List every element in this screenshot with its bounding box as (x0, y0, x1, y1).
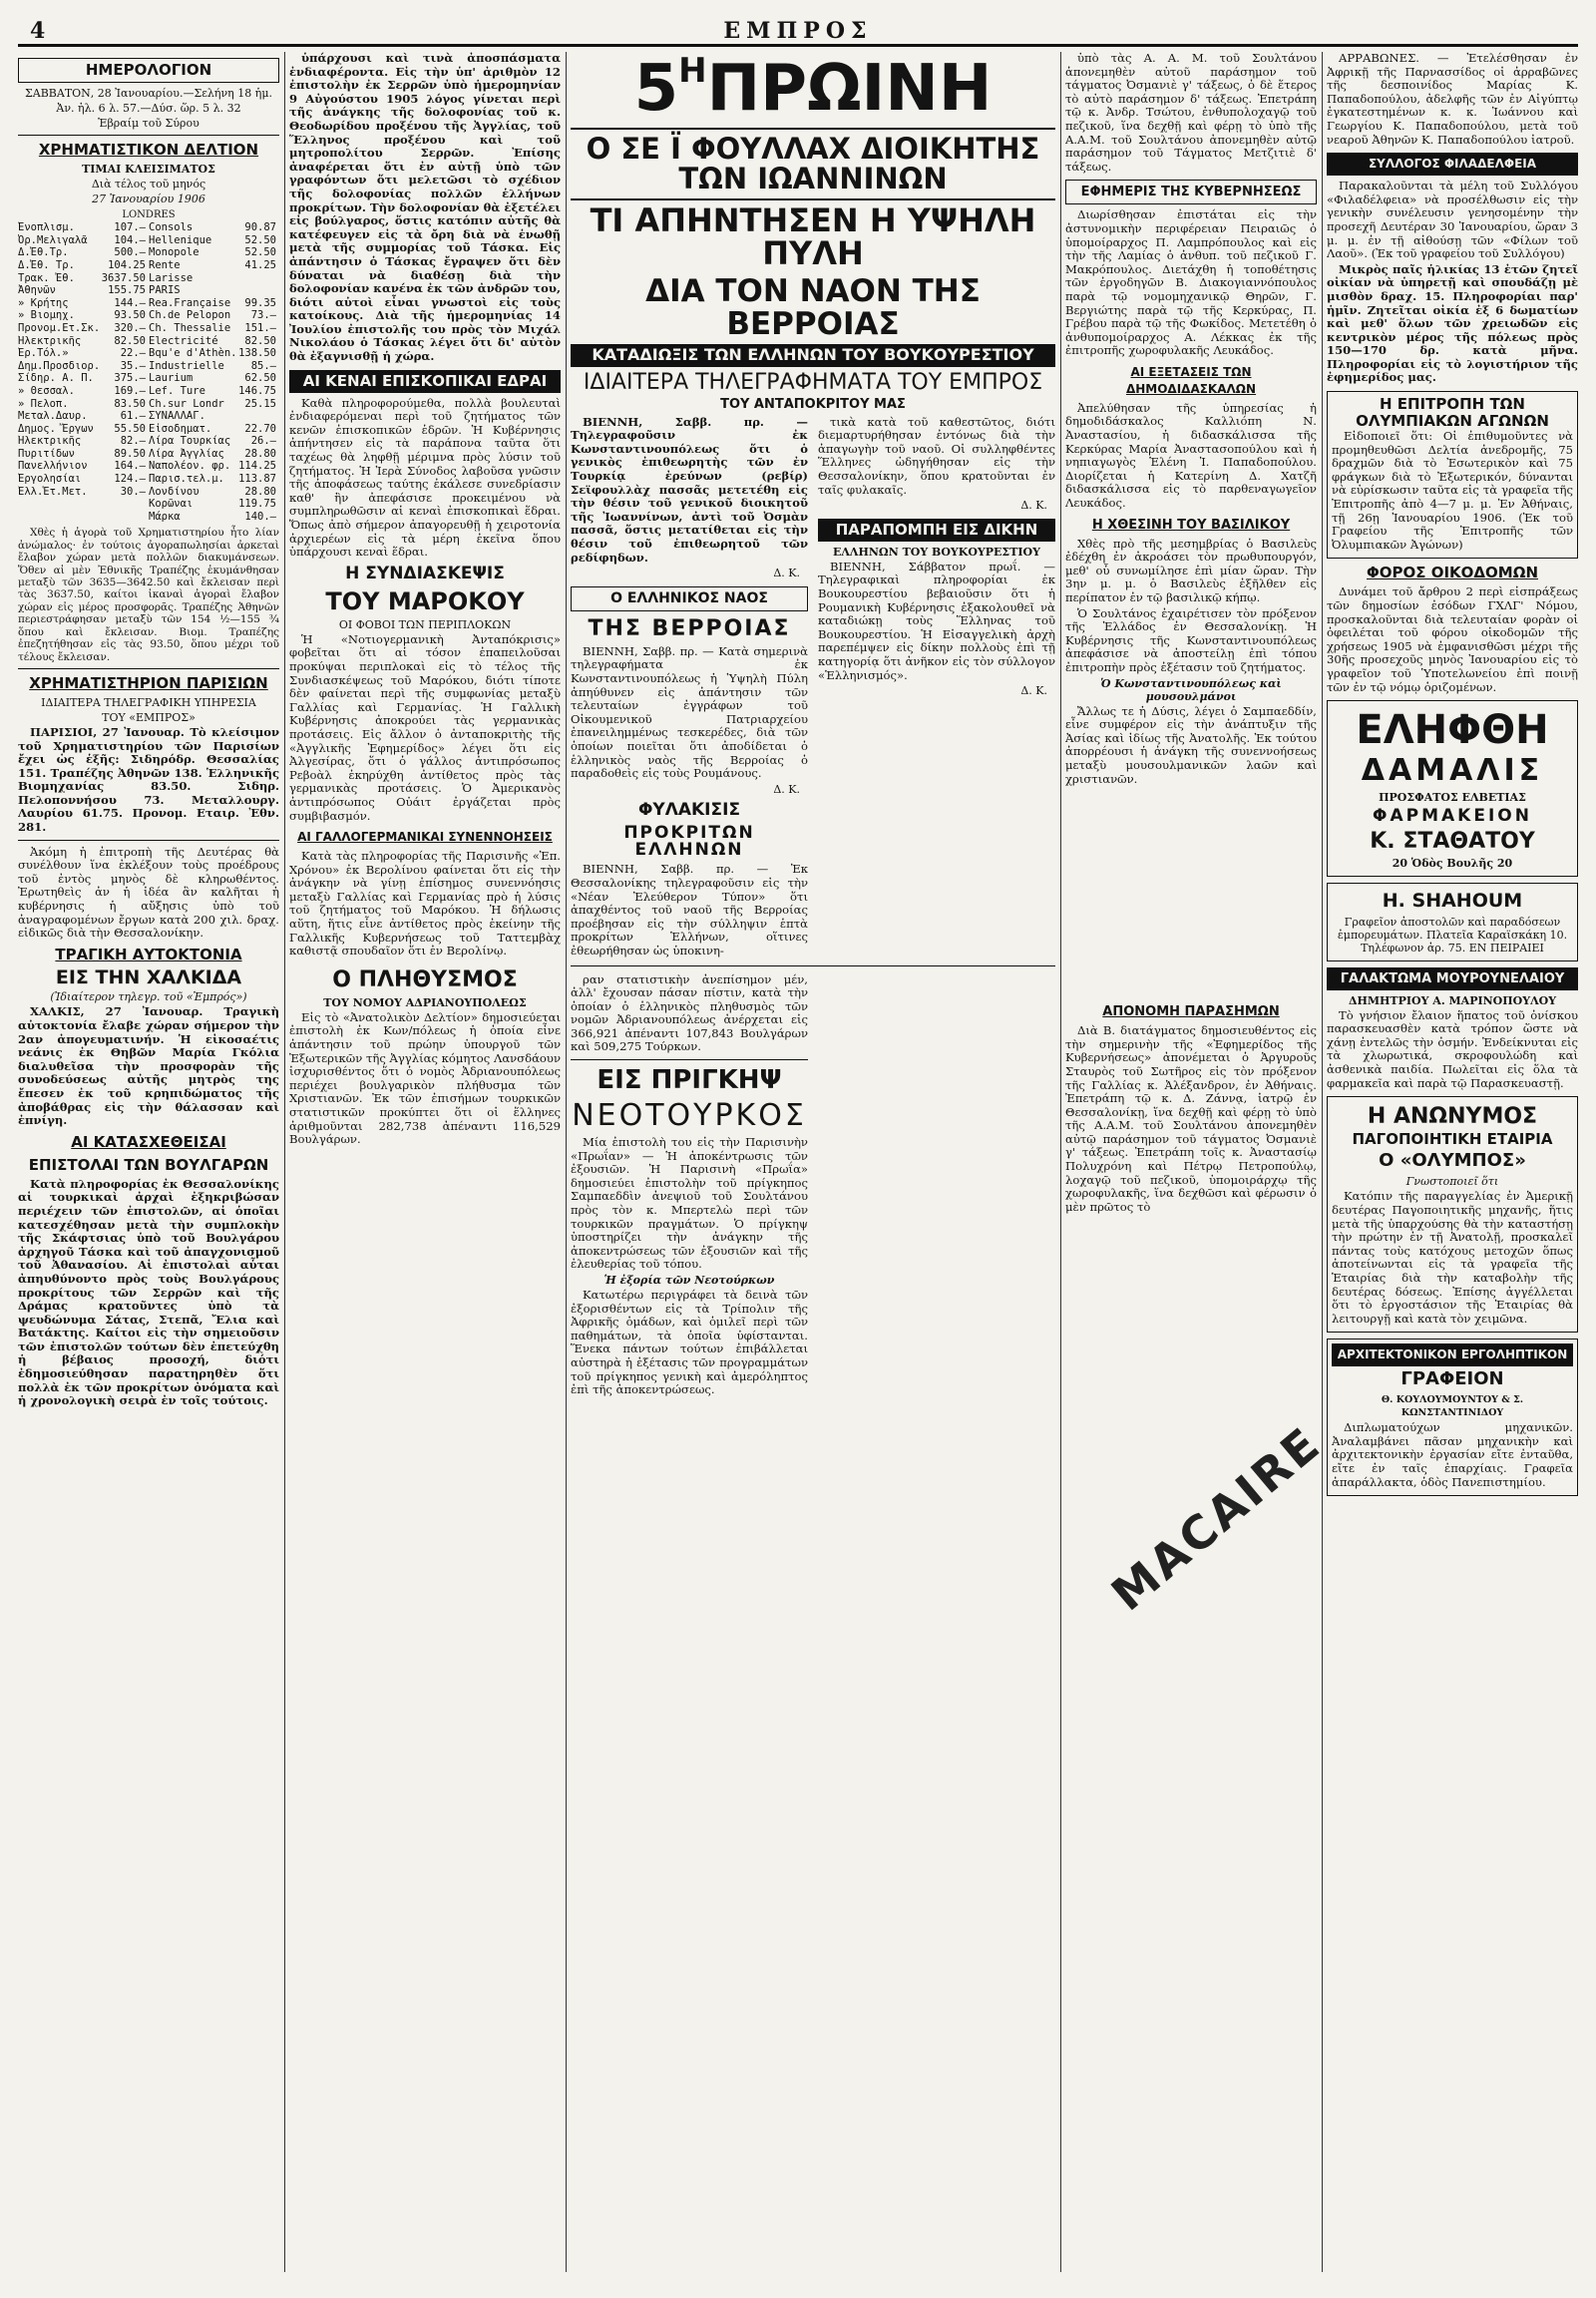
veria-heading-2: ΤΗΣ ΒΕΡΡΟΙΑΣ (588, 615, 791, 641)
rate-row (149, 460, 276, 473)
rate-label: Εἰσοδηματ. (149, 422, 212, 435)
shahoum-heading: Η. SHAHOUM (1382, 889, 1523, 912)
olympic-notice (1327, 391, 1578, 559)
census-subheading: ΤΟΥ ΝΟΜΟΥ ΑΔΡΙΑΝΟΥΠΟΛΕΩΣ (323, 995, 527, 1009)
market-subheading: ΤΙΜΑΙ ΚΛΕΙΣΙΜΑΤΟΣ (82, 163, 215, 176)
newspaper-title: ΕΜΠΡΟΣ (723, 18, 873, 44)
rate-value: 124.— (114, 473, 146, 486)
rate-row (149, 410, 276, 423)
rate-label: Δ.Ἐθ.Τρ. (18, 246, 69, 259)
article-text: Ὁ Σουλτάνος ἐχαιρέτισεν τὸν πρόξενον τῆς Ἑλλάδος ἐν Θεσσαλονίκῃ. Ἡ Κυβέρνησις τῆς Κωνσταντινουπόλεως ἀπεφάσισε νὰ ἀποστείλῃ ἐπὶ τόπου ἐπιτροπὴν πρὸς ἐξέτασιν τοῦ ζητήματος. (1065, 605, 1317, 674)
prince-heading-2: ΝΕΟΤΟΥΡΚΟΣ (572, 1098, 807, 1134)
market-date: 27 Ἰανουαρίου 1906 (92, 192, 205, 205)
lead-headline: Ο ΣΕ Ϊ ΦΟΥΛΛΑΧ ΔΙΟΙΚΗΤΗΣ ΤΩΝ ΙΩΑΝΝΙΝΩΝ (571, 128, 1055, 200)
rate-label: Ὀρ.Μελιγαλᾶ (18, 233, 88, 246)
rate-value: 500.— (114, 246, 146, 259)
ice-company-heading-3: Ο «ΟΛΥΜΠΟΣ» (1379, 1149, 1526, 1171)
census-article: Εἰς τὸ «Ἀνατολικὸν Δελτίον» δημοσιεύεται ἐπιστολὴ ἐκ Κων/πόλεως ἡ ὁποία εἶνε ἀπάντησιν τοῦ πρώην ὑπουργοῦ τῶν Ἐξωτερικῶν τῆς Ἀγγλίας κόμητος Λανσδάουν ἰσχυρισθέντος ὅτι ὁ νομὸς Ἀδριανουπόλεως περιέχει βουλγαρικὸν πλήθυσμα τῶν Χριστιανῶν. Ἐκ τῶν ἐπισήμων τουρκικῶν στατιστικῶν προκύπτει ὅτι οἱ ἕλληνες ἀριθμοῦνται 282,738 ἀπέναντι 116,529 Βουλγάρων. (289, 1009, 561, 1147)
section-rule (18, 668, 279, 669)
government-gazette-heading: ΕΦΗΜΕΡΙΣ ΤΗΣ ΚΥΒΕΡΝΗΣΕΩΣ (1065, 180, 1317, 204)
cod-liver-oil-text: Τὸ γνήσιον ἔλαιον ἥπατος τοῦ ὀνίσκου παρασκευασθὲν κατὰ τρόπον ὥστε νὰ χάνῃ ἐντελῶς τὴν ὀσμήν. Ἐνδείκνυται εἰς τὰ χλωρωτικά, σκροφουλώδη καὶ ἀσθενικὰ παιδία. Πωλεῖται εἰς ὅλα τὰ φαρμακεῖα καὶ παρὰ τῷ Παρασκευαστῇ. (1327, 1007, 1578, 1090)
lead-kicker (571, 54, 1055, 124)
olympic-heading: Η ΕΠΙΤΡΟΠΗ ΤΩΝ ΟΛΥΜΠΙΑΚΩΝ ΑΓΩΝΩΝ (1356, 395, 1549, 431)
rate-value: 3637.50 (101, 271, 146, 284)
rate-label: Monopole (149, 246, 200, 259)
lead-right-column (818, 416, 1055, 960)
architect-advertisement (1327, 1339, 1578, 1496)
pharmacy-heading: ΦΑΡΜΑΚΕΙΟΝ (1373, 805, 1532, 826)
decorations-article: Διὰ Β. διατάγματος δημοσιευθέντος εἰς τὴν σημερινὴν τῆς «Ἐφημερίδος τῆς Κυβερνήσεως» ἀπονέμεται ὁ Ἀργυροῦς Σταυρὸς τοῦ Σωτῆρος εἰς τὸν πρόξενον τῆς Γαλλίας κ. Ἀλέξανδρον, ἐν Ἀθήναις. Ἐπετράπη τῷ κ. Δ. Ζάννᾳ, ἰατρῷ ἐν Θεσσαλονίκῃ, ἵνα δεχθῇ καὶ φέρῃ τὸ ὑπὸ τῆς Α.Α.Μ. τοῦ Σουλτάνου ἀπονεμηθὲν αὐτῷ παράσημον τοῦ τάγματος Ὀσμανιὲ γ' τάξεως. Ἐπετράπη τοῖς κ. Ἀναστασίῳ Πολυχρόνη καὶ Πέτρῳ Πετροπούλῳ, λοχαγῷ τοῦ πεζικοῦ, ὑπομοιράρχῳ τῆς χωροφυλακῆς, ἵνα δεχθῶσι καὶ φέρωσιν ὁ μὲν πρῶτος τὸ (1065, 1023, 1317, 1214)
palace-heading: Η ΧΘΕΣΙΝΗ ΤΟΥ ΒΑΣΙΛΙΚΟΥ (1091, 517, 1291, 533)
paris-heading: ΧΡΗΜΑΤΙΣΤΗΡΙΟΝ ΠΑΡΙΣΙΩΝ (29, 673, 268, 692)
rate-row (149, 486, 276, 499)
muslims-heading: Ὁ Κωνσταντινουπόλεως καὶ μουσουλμάνοι (1100, 676, 1282, 703)
calendar-line: Ἀν. ἡλ. 6 λ. 57.—Δύσ. ὥρ. 5 λ. 32 (56, 102, 241, 115)
column-3 (571, 52, 1055, 2272)
rate-label: Laurium (149, 372, 194, 385)
rate-value: 104.— (114, 233, 146, 246)
architect-heading-2: ΓΡΑΦΕΙΟΝ (1400, 1368, 1504, 1390)
cod-liver-oil-heading: ΓΑΛΑΚΤΩΜΑ ΜΟΥΡΟΥΝΕΛΑΙΟΥ (1327, 967, 1578, 990)
lower-columns (571, 971, 1055, 1399)
rate-row (18, 385, 146, 398)
lead-headline-4: ΚΑΤΑΔΙΩΞΙΣ ΤΩΝ ΕΛΛΗΝΩΝ ΤΟΥ ΒΟΥΚΟΥΡΕΣΤΙΟΥ (571, 344, 1055, 367)
rate-value: 52.50 (244, 246, 276, 259)
rate-label: Λίρα Ἀγγλίας (149, 447, 224, 460)
rate-value: 155.75 (108, 284, 146, 297)
rate-label: Δημ.Προσδιορ. (18, 359, 101, 372)
rate-row (149, 221, 276, 234)
rate-value: 104.25 (108, 258, 146, 271)
cod-liver-oil-subheading: ΔΗΜΗΤΡΙΟΥ Α. ΜΑΡΙΝΟΠΟΥΛΟΥ (1348, 993, 1557, 1007)
rate-row (18, 297, 146, 310)
lead-kicker-number: 5 (633, 52, 679, 126)
rate-row (18, 360, 146, 373)
rate-row (18, 335, 146, 348)
masthead (18, 18, 1578, 44)
rate-label: Μεταλ.Δαυρ. (18, 410, 88, 423)
rate-value: 41.25 (244, 258, 276, 271)
rate-value: 73.— (250, 309, 276, 322)
rates-left-column (18, 221, 149, 523)
column-4 (1065, 52, 1317, 2272)
rate-label: Ἠλεκτρικῆς (18, 334, 82, 347)
rate-row (18, 272, 146, 285)
rate-value: 114.25 (238, 460, 276, 473)
letters-heading: ΑΙ ΚΑΤΑΣΧΕΘΕΙΣΑΙ (71, 1132, 226, 1151)
column-divider (1060, 52, 1061, 2272)
rate-value: 30.— (120, 485, 146, 498)
architect-subheading: Θ. ΚΟΥΛΟΥΜΟΥΝΤΟΥ & Σ. ΚΩΝΣΤΑΝΤΙΝΙΔΟΥ (1381, 1394, 1524, 1419)
rate-row (149, 309, 276, 322)
rate-value: 119.75 (238, 498, 276, 511)
suicide-heading: ΤΡΑΓΙΚΗ ΑΥΤΟΚΤΟΝΙΑ (55, 945, 242, 963)
rate-label: » Θεσσαλ. (18, 384, 75, 397)
franco-german-heading: ΑΙ ΓΑΛΛΟΓΕΡΜΑΝΙΚΑΙ ΣΥΝΕΝΝΟΗΣΕΙΣ (297, 830, 553, 845)
article-text: Ἀκόμη ἡ ἐπιτροπὴ τῆς Δευτέρας θὰ συνέλθουν ἵνα ἐκλέξουν τοὺς προέδρους τοῦ ἐντὸς μηνὸς δὲ κληρωθέντος. Ἐρωτηθεὶς ἀν ἡ ἰδέα ἂν καλῆται ἡ κυβέρνησις ἡ αὔξησις ὑπὸ τοῦ ἀναγραφομένων ἔργων κατὰ 200 χιλ. δραχ. εἰδικῶς διὰ τὴν Θεσσαλονίκην. (18, 844, 279, 941)
rate-row (18, 486, 146, 499)
rate-label: Ἐνοπλισμ. (18, 221, 75, 234)
rate-row (149, 259, 276, 272)
rate-label: Λίρα Τουρκίας (149, 435, 231, 448)
calendar-line: Ἑβραίμ τοῦ Σύρου (98, 117, 200, 130)
rate-label: Ch. Thessalie (149, 321, 231, 334)
young-turks-heading: Ἡ ἐξορία τῶν Νεοτούρκων (603, 1274, 775, 1287)
census-heading: Ο ΠΛΗΘΥΣΜΟΣ (332, 966, 518, 992)
ice-company-text: Κατόπιν τῆς παραγγελίας ἐν Ἀμερικῇ δευτέρας Παγοποιητικῆς μηχανῆς, ἥτις μετὰ τῆς ὑπαρχούσης θὰ τὴν καταστήσῃ τὴν πρώτην ἐν τῇ Ἀνατολῇ, προσκαλεῖ πάντας τοὺς κατόχους μετοχῶν ὅπως ἀποτείνωνται εἰς τὰ γραφεῖα τῆς Ἑταιρίας διὰ τὴν καταβολὴν τῆς δευτέρας δόσεως. Ἐπίσης ἀγγέλλεται ὅτι τὸ ἐργοστάσιον τῆς Ἑταιρίας θὰ λειτουργῇ καὶ κατὰ τὸν χειμῶνα. (1332, 1189, 1573, 1326)
olympic-text: Εἰδοποιεῖ ὅτι: Οἱ ἐπιθυμοῦντες νὰ προμηθευθῶσι Δελτία ἀνεδρομῆς, 75 δραχμῶν διὰ τὸ Ἐσωτερικὸν καὶ 75 φράγκων διὰ τὸ Ἐξωτερικόν, δύνανται νὰ εὑρίσκωσιν ταῦτα εἰς τὰ γραφεῖα τῆς Ἐπιτροπῆς ἀπὸ 4—7 μ. μ. Ἐν Ἀθήναις, τῇ 26ῃ Ἰανουαρίου 1906. (Ἐκ τοῦ Γραφείου τῆς Ἐπιτροπῆς τῶν Ὀλυμπιακῶν Ἀγώνων) (1332, 429, 1573, 552)
morocco-article: Ἡ «Νοτιογερμανικὴ Ἀνταπόκρισις» φοβεῖται ὅτι αἱ τόσον ἐπαπειλοῦσαι προκύψαι περιπλοκαὶ εἰς τὸ τέλος τῆς Συνδιασκέψεως τοῦ Μαρόκου, διότι τίποτε δὲν φαίνεται περὶ τῆς συμφωνίας μεταξὺ Γαλλίας καὶ Γερμανίας. Ἡ Γαλλικὴ Κυβέρνησις ἀποκρούει τὰς γερμανικὰς προτάσεις. Εἰς ἄλλον ὁ ἀνταποκριτὴς τῆς «Ἀγγλικῆς Ἐφημερίδος» λέγει ὅτι εἰς Ἀλγεσίρας, ὅτι ὁ γάλλος ἀντιπρόσωπος Ρεβοὰλ ἐκηρύχθη ἀντίθετος πρὸς τὰς γερμανικὰς προτάσεις. Ὁ Ἀμερικανὸς ἀντιπρόσωπος Οὐάιτ ἐργάζεται πρὸς συμβιβασμόν. (289, 631, 561, 823)
rate-row (149, 473, 276, 486)
muslims-article: Ἄλλως τε ἡ Δύσις, λέγει ὁ Σαμπαεδδίν, εἶνε συμφέρον εἰς τὴν ἀνάπτυξιν τῆς Ἀσίας καὶ ἰδίως τῆς Ἀνατολῆς. Ἐκ τούτου ἀπορρέουσι ἡ ἀνάγκη τῆς συνεννοήσεως μεταξὺ μουσουλμανικῶν λαῶν καὶ χριστιανῶν. (1065, 703, 1317, 786)
arrest-heading: ΦΥΛΑΚΙΣΙΣ (637, 800, 741, 821)
society-heading: ΣΥΛΛΟΓΟΣ ΦΙΛΑΔΕΛΦΕΙΑ (1327, 153, 1578, 176)
rate-value: 99.35 (244, 296, 276, 309)
rate-label: Industrielle (149, 359, 224, 372)
rate-label: Ch.sur Londr (149, 397, 224, 410)
lead-article: ΒΙΕΝΝΗ, Σαββ. πρ. — Τηλεγραφοῦσιν ἐκ Κωνσταντινουπόλεως ὅτι ὁ γενικὸς ἐπιθεωρητὴς τῶν ἐν Τουρκίᾳ ἐρεύνων (ρεβίρ) Σεϊφουλλὰχ πασσᾶς μετετέθη εἰς τὴν θέσιν τοῦ γενικοῦ διοικητοῦ τῆς Ἰωαννίνων, ἀντὶ τοῦ Ὀσμὰν πασσᾶ, ὅστις μετατίθεται εἰς τὴν θέσιν τοῦ ἐπιθεωρητοῦ τῶν ρεδίφηδων. (571, 414, 808, 565)
rate-label: » Πελοπ. (18, 397, 69, 410)
rate-label: Ἐρ.Τόλ.» (18, 347, 69, 360)
rate-row (18, 410, 146, 423)
letters-article: Κατὰ πληροφορίας ἐκ Θεσσαλονίκης αἱ τουρκικαὶ ἀρχαὶ ἐξηκριβώσαν περιέχειν τῶν ἐπιστολῶν, αἱ ὁποῖαι κατεσχέθησαν μετὰ τὴν συμπλοκὴν τῆς Σκάφτσιας ὑπὸ τοῦ Βουλγάρου ἀρχηγοῦ Τάσκα καὶ τοῦ ἀπαγχονισμοῦ τοῦ Ἀθανασίου. Αἱ ἐπιστολαὶ αὗται ἀπηυθύνοντο πρὸς τοὺς Βουλγάρους προκρίτους τῶν Σερρῶν καὶ τῆς Δράμας κρατοῦντες ὑπὸ τὰ ψευδώνυμα Σάτας, Στεπᾶ, Ἔλια καὶ Βατάκτης. Καίτοι εἰς τὴν σημειοῦσιν τῶν ἐπιστολῶν τούτων δὲν ἐπετεύχθη ἡ βέβαιος προσοχή, διότι ἐδημοσιεύθησαν παρατηρηθὲν ὅτι πολλὰ ἐκ τῶν προκρίτων ὀνόματα καὶ ἡ χρονολογικὴ σειρὰ ἐν τοῖς τούτοις. (18, 1176, 279, 1408)
rate-value: 55.50 (114, 422, 146, 435)
lead-headline-6: ΤΟΥ ΑΝΤΑΠΟΚΡΙΤΟΥ ΜΑΣ (720, 397, 906, 413)
rate-row (149, 423, 276, 436)
rate-row (149, 372, 276, 385)
market-subheading: Διὰ τέλος τοῦ μηνός (91, 178, 206, 191)
rate-row (149, 448, 276, 461)
column-5 (1327, 52, 1578, 2272)
rates-right-column (149, 221, 279, 523)
rate-label: Rente (149, 258, 181, 271)
rate-value: 107.— (114, 221, 146, 234)
rate-label: Larisse (149, 271, 194, 284)
engagement-notice: ΑΡΡΑΒΩΝΕΣ. — Ἐτελέσθησαν ἐν Ἀφρικῇ τῆς Παρνασσίδος οἱ ἀρραβῶνες τῆς δεσποινίδος Μαρίας Κ. Παπαδοπούλου, ἀδελφῆς τῶν ἐν Αἰγύπτῳ ἐγκατεστημένων κ. κ. Ἰωάννου καὶ Γεωργίου Κ. Παπαδοπούλου, μετὰ τοῦ νεαροῦ Ἀθηνῶν Κ. Παπαδοπούλου ἰατροῦ. (1327, 52, 1578, 147)
signature: Δ. Κ. (1020, 499, 1047, 513)
ice-company-heading-2: ΠΑΓΟΠΟΙΗΤΙΚΗ ΕΤΑΙΡΙΑ (1352, 1130, 1553, 1149)
bishop-article: Καθὰ πληροφορούμεθα, πολλὰ βουλευταὶ ἐνδιαφερόμεναι περὶ τοῦ ζητήματος τῶν κενῶν ἐπισκοπικῶν ἑδρῶν. Ἡ Κυβέρνησις ἀπήντησεν εἰς τὰ παράπονα ταῦτα ὅτι ταχέως θὰ ληφθῇ μέριμνα πρὸς λύσιν τοῦ ζητήματος. Ἡ Ἱερὰ Σύνοδος λαβοῦσα γνῶσιν τῆς ἀποφάσεως ταύτης ἐκάλεσε συνεδρίασιν καθ' ἣν ἀπεφάσισε προκειμένου νὰ συμπληρωθῶσιν αἱ κεναὶ ἐπισκοπικαὶ ἕδραι. Ὅπως ἀπὸ σήμερον ἀπαγορευθῇ ἡ χειροτονία ἀρχιερέων εἰς τὰ μέρη ἐκεῖνα ὅπου ὑπάρχουσι κεναὶ ἕδραι. (289, 395, 561, 560)
rate-row (18, 347, 146, 360)
rate-label: Ἀθηνῶν (18, 284, 56, 297)
government-gazette-article: Διωρίσθησαν ἐπιστάται εἰς τὴν ἀστυνομικὴν περιφέρειαν Πειραιῶς ὁ ὑπομοίραρχος Π. Λαμπρόπουλος καὶ εἰς τὴν τῆς Λαμίας ὁ ἀνθυπ. τοῦ πεζικοῦ Γ. Μακρόπουλος. Διετάχθη ἡ τοποθέτησις τῶν ἐργοδηγῶν Β. Διακογιαννόπουλος παρὰ τῷ νομομηχανικῷ Θηρῶν, Γ. Βεργιώτης παρὰ τῷ τῆς Κερκύρας, Π. Γρέβου παρὰ τῷ τῆς Φωκίδος. Μετετέθη ὁ ἀνθυπομοίραρχος Α. Λέκκας ἐκ τῆς ἐπιτροπῆς χωροφυλακῆς Λευκάδος. (1065, 207, 1317, 358)
rate-row (149, 335, 276, 348)
rate-value: 164.— (114, 460, 146, 473)
rate-value: 52.50 (244, 233, 276, 246)
rate-value: 82.50 (114, 334, 146, 347)
prince-article: Μία ἐπιστολὴ του εἰς τὴν Παρισινὴν «Πρωΐαν» — Ἡ ἀποκέντρωσις τῶν ἐξουσιῶν. Ἡ Παρισινὴ «Πρωΐα» δημοσιεύει ἐπιστολὴν τοῦ πρίγκηπος Σαμπαεδδὶν ἀνεψιοῦ τοῦ Σουλτάνου πρὸς τὸν κ. Μπερτελὼ περὶ τῶν τουρκικῶν πραγμάτων. Ὁ πρίγκηψ ὑποστηρίζει τὴν ἀνάγκην τῆς ἀποκεντρώσεως τῶν ἐξουσιῶν καὶ τῆς ἐλευθερίας τοῦ τόπου. (571, 1135, 808, 1272)
page-number: 4 (30, 18, 46, 44)
rate-row (18, 234, 146, 247)
small-ads: Μικρὸς παῖς ἡλικίας 13 ἐτῶν ζητεῖ οἰκίαν νὰ ὑπηρετῇ καὶ σπουδάζῃ μὲ μισθὸν δραχ. 15. Πληροφορίαι παρ' ἡμῖν. Ζητεῖται οἰκία ἐξ 6 δωματίων καὶ μεθ' ὅλων τῶν χρειωδῶν εἰς κεντρικὸν μέρος τῆς πόλεως πρὸς 150—170 δρ. κατὰ μῆνα. Πληροφορίαι εἰς τὸ λογιστήριον τῆς ἐφημερίδος μας. (1327, 261, 1578, 385)
bishop-heading: ΑΙ ΚΕΝΑΙ ΕΠΙΣΚΟΠΙΚΑΙ ΕΔΡΑΙ (289, 370, 561, 393)
rate-row (18, 246, 146, 259)
rate-label: Ch.de Pelopon (149, 309, 231, 322)
paris-report: ΠΑΡΙΣΙΟΙ, 27 Ἰανουαρ. Τὸ κλείσιμον τοῦ Χρηματιστηρίου τῶν Παρισίων ἔχει ὡς ἑξῆς: Σιδηρόδρ. Θεσσαλίας 151. Τραπέζης Ἀθηνῶν 138. Ἑλληνικῆς Βιομηχανίας 83.50. Σιδηρ. Πελοποννήσου 73. Μεταλλουργ. Λαυρίου 61.75. Προνομ. Εταιρ. Ἐθν. 281. (18, 724, 279, 835)
rate-value: 62.50 (244, 372, 276, 385)
ice-company-advertisement (1327, 1096, 1578, 1333)
column-divider (566, 52, 567, 2272)
rate-label: » Κρήτης (18, 296, 69, 309)
rate-label: ΣΥΝΑΛΛΑΓ. (149, 410, 205, 423)
rate-label: Πυριτίδων (18, 447, 75, 460)
morocco-heading-2: ΤΟΥ ΜΑΡΟΚΟΥ (325, 586, 525, 615)
rate-value: 138.50 (238, 347, 276, 360)
vaccine-advertisement (1327, 700, 1578, 876)
rate-row (18, 309, 146, 322)
suicide-article: ΧΑΛΚΙΣ, 27 Ἰανουαρ. Τραγικὴ αὐτοκτονία ἔλαβε χώραν σήμερον τὴν 2αν ἀπογευματινήν. Ἡ εἰκοσαέτις νεάνις ἐκ Θηβῶν Μαρία Γκόλια διαλυθεῖσα τὴν προσφορὰν τῆς συνοδεύσεως αὐτῆς μητρὸς της ἔπεσεν ἐκ τοῦ κρηπιδώματος τῆς ἀποβάθρας εἰς τὴν θάλασσαν καὶ ἐπνίγη. (18, 1004, 279, 1128)
rate-value: 82.— (120, 435, 146, 448)
rate-row (18, 460, 146, 473)
rates-table (18, 221, 279, 523)
rate-row (149, 360, 276, 373)
rate-row (18, 423, 146, 436)
stamp-area (1065, 788, 1317, 997)
rate-row (18, 259, 146, 272)
tax-heading: ΦΟΡΟΣ ΟΙΚΟΔΟΜΩΝ (1366, 564, 1539, 582)
section-rule (18, 135, 279, 136)
bucharest-subheading: ΕΛΛΗΝΩΝ ΤΟΥ ΒΟΥΚΟΥΡΕΣΤΙΟΥ (833, 545, 1040, 559)
rate-value: 22.70 (244, 422, 276, 435)
rate-label: Ἑλλ.Ἑτ.Μετ. (18, 485, 88, 498)
rate-value: 140.— (244, 510, 276, 523)
rate-label: Ἐργολησίαι (18, 473, 82, 486)
rate-label: Λονδίνου (149, 485, 200, 498)
rate-value: 169.— (114, 384, 146, 397)
rate-label: Lef. Ture (149, 384, 205, 397)
rate-value: 35.— (120, 359, 146, 372)
tax-notice: Δυνάμει τοῦ ἄρθρου 2 περὶ εἰσπράξεως τῶν δημοσίων ἐσόδων ΓΧΛΓ' Νόμου, προσκαλοῦνται διὰ τελευταίαν φορὰν οἱ ὀφειλέται τοῦ φόρου οἰκοδομῶν τῆς χρήσεως 1905 νὰ ἐμφανισθῶσι μέχρι τῆς 30ῆς προσεχοῦς μηνὸς Ἰανουαρίου εἰς τὸ γραφεῖον τοῦ Ὑποτελωνείου ἐπὶ ποινῇ τῶν ἐν τῷ νόμῳ ὁριζομένων. (1327, 584, 1578, 694)
section-rule (571, 965, 1055, 966)
ice-company-subheading: Γνωστοποιεῖ ὅτι (1405, 1174, 1499, 1188)
rate-label: » Βιομηχ. (18, 309, 75, 322)
rate-value: 25.15 (244, 397, 276, 410)
rate-row (149, 322, 276, 335)
vaccine-heading-2: ΔΑΜΑΛΙΣ (1361, 753, 1544, 789)
young-turks-article: Κατωτέρω περιγράφει τὰ δεινὰ τῶν ἐξορισθέντων εἰς τὰ Τρίπολιν τῆς Ἀφρικῆς ὁμάδων, καὶ ὁμιλεῖ περὶ τῶν παθημάτων, τὰ ὁποῖα ὑφίστανται. Ἕνεκα πάντων τούτων ἐπιβάλλεται αὐστηρὰ ἡ ἐξέτασις τῶν προγραμμάτων τοῦ πρίγκηπος γενικὴ καὶ ἀμερόληπτος ἐπὶ τῆς ἀποκεντρώσεως. (571, 1288, 808, 1397)
lead-kicker-suffix: Η (678, 52, 707, 91)
rate-value: 93.50 (114, 309, 146, 322)
letters-heading-2: ΕΠΙΣΤΟΛΑΙ ΤΩΝ ΒΟΥΛΓΑΡΩΝ (28, 1155, 269, 1174)
exams-article: Ἀπελύθησαν τῆς ὑπηρεσίας ἡ δημοδιδάσκαλος Καλλιόπη Ν. Ἀναστασίου, ἡ διδασκάλισσα τῆς Κερκύρας Μαρία Ἀναστασοπούλου καὶ ἡ νηπιαγωγὸς Ἑλένη Ἰ. Παπαδοπούλου. Διορίζεται ἡ Κατερίνη Δ. Χατζῆ διδασκάλισσα εἰς τὸ παρθεναγωγεῖον Λευκάδος. (1065, 400, 1317, 511)
rate-row (149, 284, 276, 297)
rate-row (18, 473, 146, 486)
column-2 (289, 52, 561, 2272)
rate-label: Bqu'e d'Athèn. (149, 347, 237, 360)
morocco-subheading: ΟΙ ΦΟΒΟΙ ΤΩΝ ΠΕΡΙΠΛΟΚΩΝ (338, 617, 512, 631)
rate-label: Σίδηρ. Α. Π. (18, 372, 94, 385)
newspaper-page (18, 18, 1578, 2280)
masthead-rule (18, 44, 1578, 47)
palace-article: Χθὲς πρὸ τῆς μεσημβρίας ὁ Βασιλεὺς ἐδέχθη ἐν ἀκροάσει τὸν πρωθυπουργόν, μεθ' οὗ συνωμίλησε ἐπὶ μίαν ὥραν. Τὴν 3ην μ. μ. ὁ Βασιλεὺς ἐξῆλθεν εἰς περίπατον ἐν τῷ βασιλικῷ κήπῳ. (1065, 536, 1317, 604)
lead-headline-5: ΙΔΙΑΙΤΕΡΑ ΤΗΛΕΓΡΑΦΗΜΑΤΑ ΤΟΥ ΕΜΠΡΟΣ (583, 369, 1043, 395)
lead-left-column (571, 416, 808, 960)
rate-row (149, 297, 276, 310)
franco-german-article: Κατὰ τὰς πληροφορίας τῆς Παρισινῆς «Ἐπ. Χρόνου» ἐκ Βερολίνου φαίνεται ὅτι εἰς τὴν ἀνάγκην νὰ γίνῃ ἐπίσημος συνεννόησις μεταξὺ Γαλλίας καὶ Γερμανίας πρὸ ἡ λύσις τοῦ ζητήματος τοῦ Μαρόκου. Ἡ δήλωσις αὕτη, ἥτις εἶνε ἀντίθετος πρὸς ἐκείνην τῆς Γαλλικῆς Κυβερνήσεως τοῦ Ταττεμβὰχ καθιστᾷ σπουδαῖον ὅτι ἐν Βερολίνῳ. (289, 849, 561, 958)
architect-heading: ΑΡΧΙΤΕΚΤΟΝΙΚΟΝ ΕΡΓΟΛΗΠΤΙΚΟΝ (1332, 1343, 1573, 1366)
rate-row (149, 385, 276, 398)
paris-subheading: ΙΔΙΑΙΤΕΡΑ ΤΗΛΕΓΡΑΦΙΚΗ ΥΠΗΡΕΣΙΑ (41, 695, 256, 709)
lower-left-column (571, 971, 808, 1399)
rate-value: 26.— (250, 435, 276, 448)
prince-heading: ΕΙΣ ΠΡΙΓΚΗΨ (597, 1065, 782, 1096)
column-divider (1322, 52, 1323, 2272)
paris-subheading: ΤΟΥ «ΕΜΠΡΟΣ» (102, 710, 196, 724)
article-text: ὑπὸ τὰς Α. Α. Μ. τοῦ Σουλτάνου ἀπονεμηθὲν αὐτοῦ παράσημον τοῦ τάγματος Ὀσμανιὲ γ' τάξεως, ὁ δὲ ἕτερος τὸ αὐτὸ παράσημον δ' τάξεως. Ἐπετράπη τῷ κ. Ἀνδρ. Τσώτου, ἐνθυπολοχαγῷ τοῦ πεζικοῦ, ἵνα δεχθῇ καὶ φέρῃ τὸ ὑπὸ τῆς Α.Α.Μ. τοῦ Σουλτάνου ἀπονεμηθὲν αὐτῷ παράσημον τοῦ Τάγματος Μετζιτιὲ δ' τάξεως. (1065, 52, 1317, 174)
suicide-heading-2: ΕΙΣ ΤΗΝ ΧΑΛΚΙΔΑ (55, 965, 242, 988)
vaccine-heading: ΕΛΗΦΘΗ (1356, 707, 1549, 754)
calendar-line: ΣΑΒΒΑΤΟΝ, 28 Ἰανουαρίου.—Σελήνη 18 ἡμ. (24, 87, 272, 100)
arrest-heading-2: ΠΡΟΚΡΙΤΩΝ ΕΛΛΗΝΩΝ (623, 823, 755, 861)
rate-row (149, 272, 276, 285)
rate-row (18, 322, 146, 335)
rate-value: 28.80 (244, 485, 276, 498)
rate-label: Μάρκα (149, 510, 181, 523)
bucharest-heading: ΠΑΡΑΠΟΜΠΗ ΕΙΣ ΔΙΚΗΝ (818, 519, 1055, 542)
london-label: LONDRES (122, 208, 176, 220)
rate-value: 61.— (120, 410, 146, 423)
rate-label: Electricité (149, 334, 218, 347)
rate-value: 90.87 (244, 221, 276, 234)
veria-article: ΒΙΕΝΝΗ, Σαββ. πρ. — Κατὰ σημερινὰ τηλεγραφήματα ἐκ Κωνσταντινουπόλεως ἡ Ὑψηλὴ Πύλη ἀπηύθυνεν εἰς ἀπάντησιν τῶν τελευταίων ἐγγράφων τοῦ Οἰκουμενικοῦ Πατριαρχείου ἐπανειλημμένως τεσκερέδες, διὰ τῶν ὁποίων ποιεῖται ὅτι ἀποδίδεται ὁ ἑλληνικὸς ναὸς τῆς Βερροίας ὁ παραδοθεὶς εἰς τοὺς Ρουμάνους. (571, 643, 808, 781)
rate-value: 82.50 (244, 334, 276, 347)
rate-value: 83.50 (114, 397, 146, 410)
rate-value: 320.— (114, 321, 146, 334)
pharmacy-name: Κ. ΣΤΑΘΑΤΟΥ (1370, 828, 1535, 854)
calendar-heading: ΗΜΕΡΟΛΟΓΙΟΝ (18, 58, 279, 83)
rate-value: 375.— (114, 372, 146, 385)
signature: Δ. Κ. (1020, 684, 1047, 698)
column-divider (284, 52, 285, 2272)
rate-label: PARIS (149, 284, 181, 297)
lead-lower-columns (571, 416, 1055, 960)
rate-row (149, 511, 276, 524)
rate-row (18, 448, 146, 461)
shahoum-advertisement (1327, 883, 1578, 961)
suicide-subheading: (Ἰδιαίτερον τηλεγρ. τοῦ «Ἐμπρός») (50, 989, 247, 1003)
decorations-heading: ΑΠΟΝΟΜΗ ΠΑΡΑΣΗΜΩΝ (1102, 1004, 1280, 1020)
architect-text: Διπλωματούχων μηχανικῶν. Ἀναλαμβάνει πᾶσαν μηχανικὴν καὶ ἀρχιτεκτονικὴν ἐργασίαν εἴτε ἐνταῦθα, εἴτε ἐν ταῖς ἐπαρχίαις. Γραφεῖα ἀπαράλλακτα, ὁδὸς Πανεπιστημίου. (1332, 1420, 1573, 1489)
rate-label: Πανελλήνιον (18, 460, 88, 473)
lead-kicker-word: ΠΡΩΙΝΗ (706, 52, 993, 126)
lead-headline-3: ΔΙΑ ΤΟΝ ΝΑΟΝ ΤΗΣ ΒΕΡΡΟΙΑΣ (645, 273, 981, 342)
rate-label: Κορῶναι (149, 498, 194, 511)
rate-row (18, 284, 146, 297)
rate-label: Consols (149, 221, 194, 234)
society-notice: Παρακαλοῦνται τὰ μέλη τοῦ Συλλόγου «Φιλαδέλφεια» νὰ προσέλθωσιν εἰς τὴν γενικὴν συνέλευσιν γενησομένην τὴν προσεχῆ Δευτέραν 30 Ἰανουαρίου, ὥραν 3 μ. μ. ἐν τῇ αἰθούσῃ τῶν «Φίλων τοῦ Λαοῦ». (Ἐκ τοῦ γραφείου τοῦ Συλλόγου) (1327, 179, 1578, 261)
arrest-article: ΒΙΕΝΝΗ, Σαββ. πρ. — Ἐκ Θεσσαλονίκης τηλεγραφοῦσιν εἰς τὴν «Νέαν Ἐλεύθερον Τύπον» ὅτι ἀπαχθέντος τοῦ ναοῦ τῆς Βερροίας προέβησαν εἰς τὴν σύλληψιν ἑπτὰ προκρίτων Ἑλλήνων, οἵτινες ἐθεωρήθησαν ὡς ὑποκινη- (571, 862, 808, 958)
rate-label: Ναπολέον. φρ. (149, 460, 231, 473)
market-heading: ΧΡΗΜΑΤΙΣΤΙΚΟΝ ΔΕΛΤΙΟΝ (38, 141, 259, 159)
rate-label: Δημος. Ἔργων (18, 422, 94, 435)
lead-article-continued: τικὰ κατὰ τοῦ καθεστῶτος, διότι διεμαρτυρήθησαν ἐντόνως διὰ τὴν ἀπαγωγὴν τοῦ ναοῦ. Οἱ συλληφθέντες Ἕλληνες ὡδηγήθησαν εἰς τὴν Θεσσαλονίκην, ὅπου κρατοῦνται ἐν ταῖς φυλακαῖς. (818, 414, 1055, 497)
veria-heading: Ο ΕΛΛΗΝΙΚΟΣ ΝΑΟΣ (571, 586, 808, 611)
rate-label: Δ.Ἐθ. Τρ. (18, 258, 75, 271)
rate-value: 144.— (114, 296, 146, 309)
vaccine-subheading: ΠΡΟΣΦΑΤΟΣ ΕΛΒΕΤΙΑΣ (1379, 790, 1526, 804)
ice-company-heading: Η ΑΝΩΝΥΜΟΣ (1367, 1104, 1538, 1130)
rate-label: Τρακ. Ἐθ. (18, 271, 75, 284)
signature: Δ. Κ. (773, 782, 800, 796)
pharmacy-address: 20 Ὁδὸς Βουλῆς 20 (1392, 856, 1513, 870)
rate-row (18, 398, 146, 411)
rate-row (149, 234, 276, 247)
article-text: ὑπάρχουσι καὶ τινὰ ἀποσπάσματα ἐνδιαφέροντα. Εἰς τὴν ὑπ' ἀριθμὸν 12 ἐπιστολὴν ἐκ Σερρῶν ὑπὸ ἡμερομηνίαν 9 Αὐγούστου 1905 λόγος γίνεται περὶ τῆς ἀνάγκης τῆς δολοφονίας τοῦ κ. Θεοδωρίδου προξένου τῆς Ἀγγλίας, τοῦ Ἕλληνος προξένου καὶ τοῦ μητροπολίτου Σερρῶν. Ἐπίσης ἀναφέρεται ὅτι ἐν αὐτῇ ὑπὸ τῶν γραφόντων ὅτι μελετῶσι τὸ σχέδιον τῆς δολοφονίας πολλῶν ἑλλήνων προκρίτων. Τὴν δολοφονίαν θὰ ἐξετέλει εἰς βούλγαρος, ὅστις κατόπιν αὐτῆς θὰ κατέφευγεν εἰς τὰ ὄρη διὰ νὰ ἑνωθῇ μετὰ τῆς συμμορίας τοῦ Τάσκα. Εἰς ἀπάντησιν ὁ Τάσκας ἔγραψεν ὅτι δὲν δύναται νὰ διαθέσῃ διὰ τὴν δολοφονίαν κανένα ἐκ τῶν ἀνδρῶν του, διότι αὐτοὶ εἶναι γνωστοὶ εἰς τοὺς κατοίκους. Διὰ τῆς ἡμερομηνίας 14 Ἰουλίου ἐπιστολῆς του πρὸς τὸν Μιχάλ Νικολάου ὁ Τάσκας λέγει ὅτι δι' αὐτὸν θὰ ἐξαγνισθῇ ἡ χώρα. (289, 52, 561, 364)
section-rule (18, 840, 279, 841)
rate-label: Προνομ.Ετ.Σκ. (18, 321, 101, 334)
lead-headline-2: ΤΙ ΑΠΗΝΤΗΣΕΝ Η ΥΨΗΛΗ ΠΥΛΗ (590, 200, 1036, 273)
rate-label: Παρισ.τελ.μ. (149, 473, 224, 486)
morocco-heading: Η ΣΥΝΔΙΑΣΚΕΨΙΣ (345, 563, 505, 583)
rate-row (149, 398, 276, 411)
rate-value: 28.80 (244, 447, 276, 460)
rate-value: 22.— (120, 347, 146, 360)
signature: Δ. Κ. (773, 567, 800, 580)
rate-row (149, 498, 276, 511)
rate-value: 85.— (250, 359, 276, 372)
rate-label: Ἠλεκτρικῆς (18, 435, 82, 448)
rate-value: 113.87 (238, 473, 276, 486)
column-1 (18, 52, 279, 2272)
section-rule (571, 1059, 808, 1060)
rate-value: 89.50 (114, 447, 146, 460)
rate-value: 146.75 (238, 384, 276, 397)
rate-row (18, 435, 146, 448)
rate-label: Rea.Française (149, 296, 231, 309)
rubber-stamp: MACAIRE (1101, 1415, 1332, 1622)
rate-row (149, 347, 276, 360)
rate-label: Hellenique (149, 233, 212, 246)
rate-row (149, 435, 276, 448)
bucharest-article: ΒΙΕΝΝΗ, Σάββατον πρωΐ. — Τηλεγραφικαὶ πληροφορίαι ἐκ Βουκουρεστίου βεβαιοῦσιν ὅτι ἡ Ρουμανικὴ Κυβέρνησις ἐξακολουθεῖ νὰ καταδιώκῃ τοὺς Ἕλληνας τοῦ Βουκουρεστίου. Ἡ Εἰσαγγελικὴ ἀρχὴ παρεπέμψεν εἰς δίκην πολλοὺς ἐπὶ τῇ κατηγορίᾳ ὅτι ἀνῆκον εἰς τὸν σύλλογον «Ἑλληνισμός». (818, 559, 1055, 682)
rate-row (149, 246, 276, 259)
shahoum-text: Γραφεῖον ἀποστολῶν καὶ παραδόσεων ἐμπορευμάτων. Πλατεῖα Καραϊσκάκη 10. Τηλέφωνον ἀρ. 75. ΕΝ ΠΕΙΡΑΙΕΙ (1337, 915, 1568, 955)
census-continued: ραν στατιστικὴν ἀνεπίσημον μέν, ἀλλ' ἔχουσαν πάσαν πίστιν, κατὰ τὴν ὁποίαν ὁ ἑλληνικὸς πληθυσμὸς τῶν νομῶν Ἀδριανουπόλεως ἀνέρχεται εἰς 366,921 ἀπέναντι 107,843 Βουλγάρων καὶ 509,275 Τούρκων. (571, 971, 808, 1054)
rate-value: 151.— (244, 321, 276, 334)
rate-row (18, 372, 146, 385)
rate-row (18, 221, 146, 234)
exams-heading: ΑΙ ΕΞΕΤΑΣΕΙΣ ΤΩΝ ΔΗΜΟΔΙΔΑΣΚΑΛΩΝ (1125, 364, 1257, 396)
market-report: Χθὲς ἡ ἀγορὰ τοῦ Χρηματιστηρίου ἦτο λίαν ἀνώμαλος· ἐν τούτοις ἀγοραπωλησίαι ἀρκεταὶ ἔλαβον χώραν μετὰ πολλῶν διακυμάνσεων. Ὅθεν αἱ μὲν Ἐθνικῆς Τραπέζης ἐκυμάνθησαν μεταξὺ τῶν 3635—3642.50 καὶ ἔκλεισαν περὶ τὰς 3637.50, καίτοι ἱκαναὶ ἀγοραὶ ἔλαβον χώραν εἰς μέρος προσφορᾶς. Τραπέζης Ἀθηνῶν περιεστράφησαν μεταξὺ τῶν 154 ½—155 ¾ ὅπου καὶ ἔκλεισαν. Βιομ. Τραπέζης ἐπεζητήθησαν εἰς τὰς 93.50, ὅπου μέχρι τοῦ τέλους ἔκλεισαν. (18, 527, 279, 663)
